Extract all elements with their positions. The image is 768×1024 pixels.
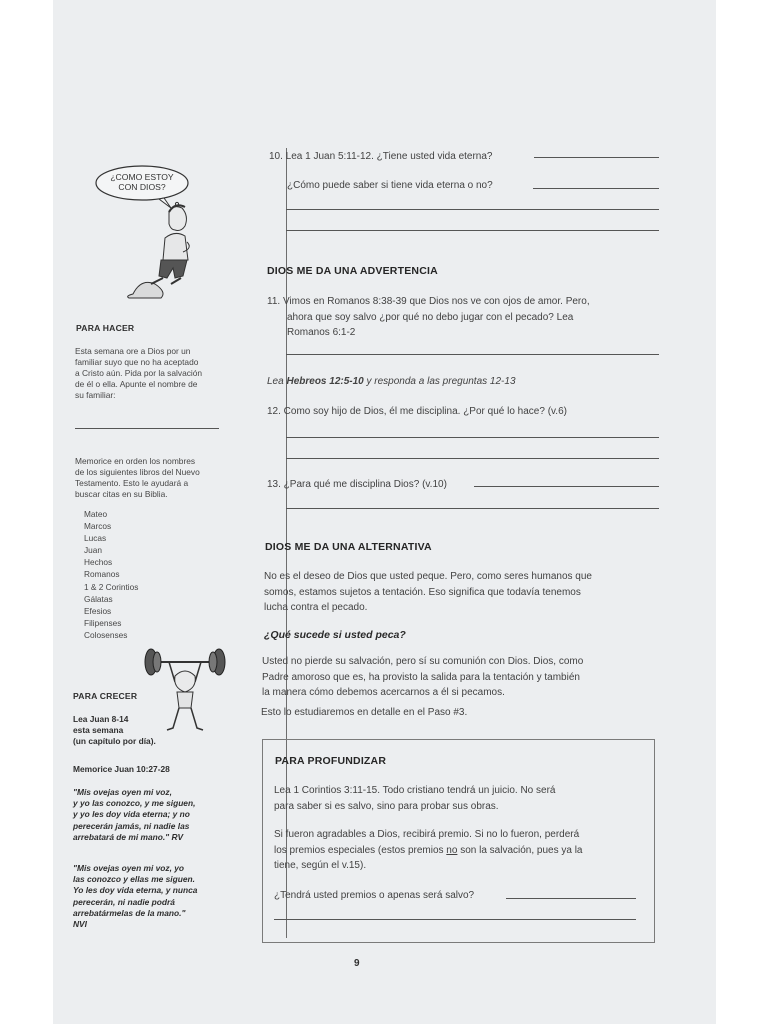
profundizar-p2-line: tiene, según el v.15). <box>274 860 367 871</box>
para-hacer-heading: PARA HACER <box>76 323 135 333</box>
profundizar-p2-line <box>274 843 583 859</box>
q11-line: ahora que soy salvo ¿por qué no debo jugar con el pecado? Lea <box>287 311 574 323</box>
p2-post: son la salvación, pues ya la <box>460 844 583 856</box>
book-item: Gálatas <box>84 593 113 604</box>
profundizar-p1-line: Lea 1 Corintios 3:11-15. Todo cristiano tendrá un juicio. No será <box>274 785 556 796</box>
alternativa-line: lucha contra el pecado. <box>264 602 368 613</box>
q13-answer-line-2[interactable] <box>286 508 659 509</box>
profundizar-answer-line-2[interactable] <box>274 919 636 920</box>
page-number: 9 <box>354 958 360 969</box>
para-hacer-line: a Cristo aún. Pida por la salvación <box>75 368 203 378</box>
q10b-answer-line-2[interactable] <box>286 209 659 210</box>
alternativa-paragraph <box>264 569 592 616</box>
q13-answer-line-1[interactable] <box>474 486 659 487</box>
profundizar-p2 <box>274 827 583 874</box>
book-item: Efesios <box>84 605 112 616</box>
memorice-books-instructions <box>75 456 235 500</box>
quote-nvi-line: NVI <box>73 919 87 930</box>
profundizar-p1-line: para saber si es salvo, sino para probar sus obras. <box>274 800 499 812</box>
peca-line: Usted no pierde su salvación, pero sí su comunión con Dios. Dios, como <box>262 656 584 667</box>
p2-pre: los premios especiales (estos premios <box>274 844 444 856</box>
quote-rv-line: arrebatará de mi mano." RV <box>73 831 184 842</box>
lea-hebreos-instruction <box>267 374 516 390</box>
books-list <box>84 508 138 641</box>
quote-nvi-line: arrebatármelas de la mano." <box>73 907 186 918</box>
para-hacer-text <box>75 346 235 401</box>
q12-answer-line-2[interactable] <box>286 458 659 459</box>
lea-prefix: Lea <box>267 376 284 387</box>
p2-no-underlined: no <box>446 844 458 856</box>
hebreos-reference: Hebreos 12:5-10 <box>286 376 364 387</box>
q11-line: Romanos 6:1-2 <box>287 327 356 338</box>
heading-que-sucede: ¿Qué sucede si usted peca? <box>264 629 406 641</box>
question-11 <box>267 294 590 341</box>
memorice-line: Testamento. Esto le ayudará a <box>75 478 189 488</box>
quote-nvi-line: Yo les doy vida eterna, y nunca <box>73 885 198 896</box>
alternativa-line: somos, estamos sujetos a tentación. Eso significa que todavía tenemos <box>264 586 581 598</box>
para-hacer-line: su familiar: <box>75 390 116 400</box>
alternativa-line: No es el deseo de Dios que usted peque. Pero, como seres humanos que <box>264 571 592 582</box>
q12-answer-line-1[interactable] <box>286 437 659 438</box>
bubble-line-1: ¿COMO ESTOY <box>110 172 174 182</box>
quote-nvi-line: "Mis ovejas oyen mi voz, yo <box>73 863 185 873</box>
q10-answer-line[interactable] <box>534 157 659 158</box>
background-right <box>716 0 768 1024</box>
heading-advertencia: DIOS ME DA UNA ADVERTENCIA <box>267 265 438 277</box>
para-hacer-line: Esta semana ore a Dios por un <box>75 346 191 356</box>
book-item: Lucas <box>84 533 107 544</box>
book-item: Hechos <box>84 557 113 568</box>
peca-paragraph <box>262 654 583 701</box>
profundizar-p1 <box>274 783 555 814</box>
para-hacer-line: familiar suyo que no ha aceptado <box>75 357 199 367</box>
book-item: 1 & 2 Corintios <box>84 581 139 592</box>
book-item: Colosenses <box>84 629 128 640</box>
q10b-answer-line-1[interactable] <box>533 188 659 189</box>
estudiaremos-note: Esto lo estudiaremos en detalle en el Paso #3. <box>261 707 468 718</box>
q10b-answer-line-3[interactable] <box>286 230 659 231</box>
lea-suffix: y responda a las preguntas 12-13 <box>366 376 516 387</box>
profundizar-p2-line: Si fueron agradables a Dios, recibirá premio. Si no lo fueron, perderá <box>274 829 580 840</box>
memorice-juan-text: Memorice Juan 10:27-28 <box>73 764 170 774</box>
quote-nvi <box>73 863 197 930</box>
book-item: Mateo <box>84 509 108 519</box>
quote-nvi-line: las conozco y ellas me siguen. <box>73 874 195 885</box>
workbook-page <box>53 0 716 1024</box>
para-hacer-line: de él o ella. Apunte el nombre de <box>75 379 198 389</box>
book-item: Filipenses <box>84 617 122 628</box>
q11-answer-line[interactable] <box>286 354 659 355</box>
question-12: 12. Como soy hijo de Dios, él me disciplina. ¿Por qué lo hace? (v.6) <box>267 406 567 417</box>
lea-juan-text <box>73 714 156 747</box>
book-item: Romanos <box>84 569 120 580</box>
quote-nvi-line: perecerán, ni nadie podrá <box>73 896 175 907</box>
memorice-line: Memorice en orden los nombres <box>75 456 196 466</box>
thinking-man-illustration <box>89 160 209 305</box>
quote-rv-line: y yo les doy vida eterna; y no <box>73 809 190 820</box>
quote-rv-line: perecerán jamás, ni nadie las <box>73 820 190 831</box>
book-item: Juan <box>84 545 102 556</box>
peca-line: Padre amoroso que es, ha provisto la salida para la tentación y también <box>262 671 580 683</box>
quote-rv-line: y yo las conozco, y me siguen, <box>73 798 196 809</box>
profundizar-answer-line-1[interactable] <box>506 898 636 899</box>
memorice-line: buscar citas en su Biblia. <box>75 489 168 499</box>
family-name-answer-line[interactable] <box>75 428 219 429</box>
q11-line: 11. Vimos en Romanos 8:38-39 que Dios nos ve con ojos de amor. Pero, <box>267 296 590 307</box>
lea-juan-line: esta semana <box>73 725 124 735</box>
peca-line: la manera cómo debemos acercarnos a él si pecamos. <box>262 687 505 698</box>
profundizar-question: ¿Tendrá usted premios o apenas será salvo? <box>274 890 475 901</box>
para-profundizar-heading: PARA PROFUNDIZAR <box>275 755 387 767</box>
book-item: Marcos <box>84 521 112 532</box>
question-10b: ¿Cómo puede saber si tiene vida eterna o no? <box>287 180 493 191</box>
question-10: 10. Lea 1 Juan 5:11-12. ¿Tiene usted vida eterna? <box>269 151 493 162</box>
para-crecer-heading: PARA CRECER <box>73 691 138 701</box>
heading-alternativa: DIOS ME DA UNA ALTERNATIVA <box>265 541 432 553</box>
lea-juan-line: Lea Juan 8-14 <box>73 714 129 724</box>
quote-rv-line: "Mis ovejas oyen mi voz, <box>73 787 172 797</box>
background-left <box>0 0 53 1024</box>
memorice-line: de los siguientes libros del Nuevo <box>75 467 200 477</box>
quote-rv <box>73 787 195 843</box>
question-13: 13. ¿Para qué me disciplina Dios? (v.10) <box>267 479 447 490</box>
lea-juan-line: (un capítulo por día). <box>73 736 156 746</box>
bubble-line-2: CON DIOS? <box>118 182 166 192</box>
